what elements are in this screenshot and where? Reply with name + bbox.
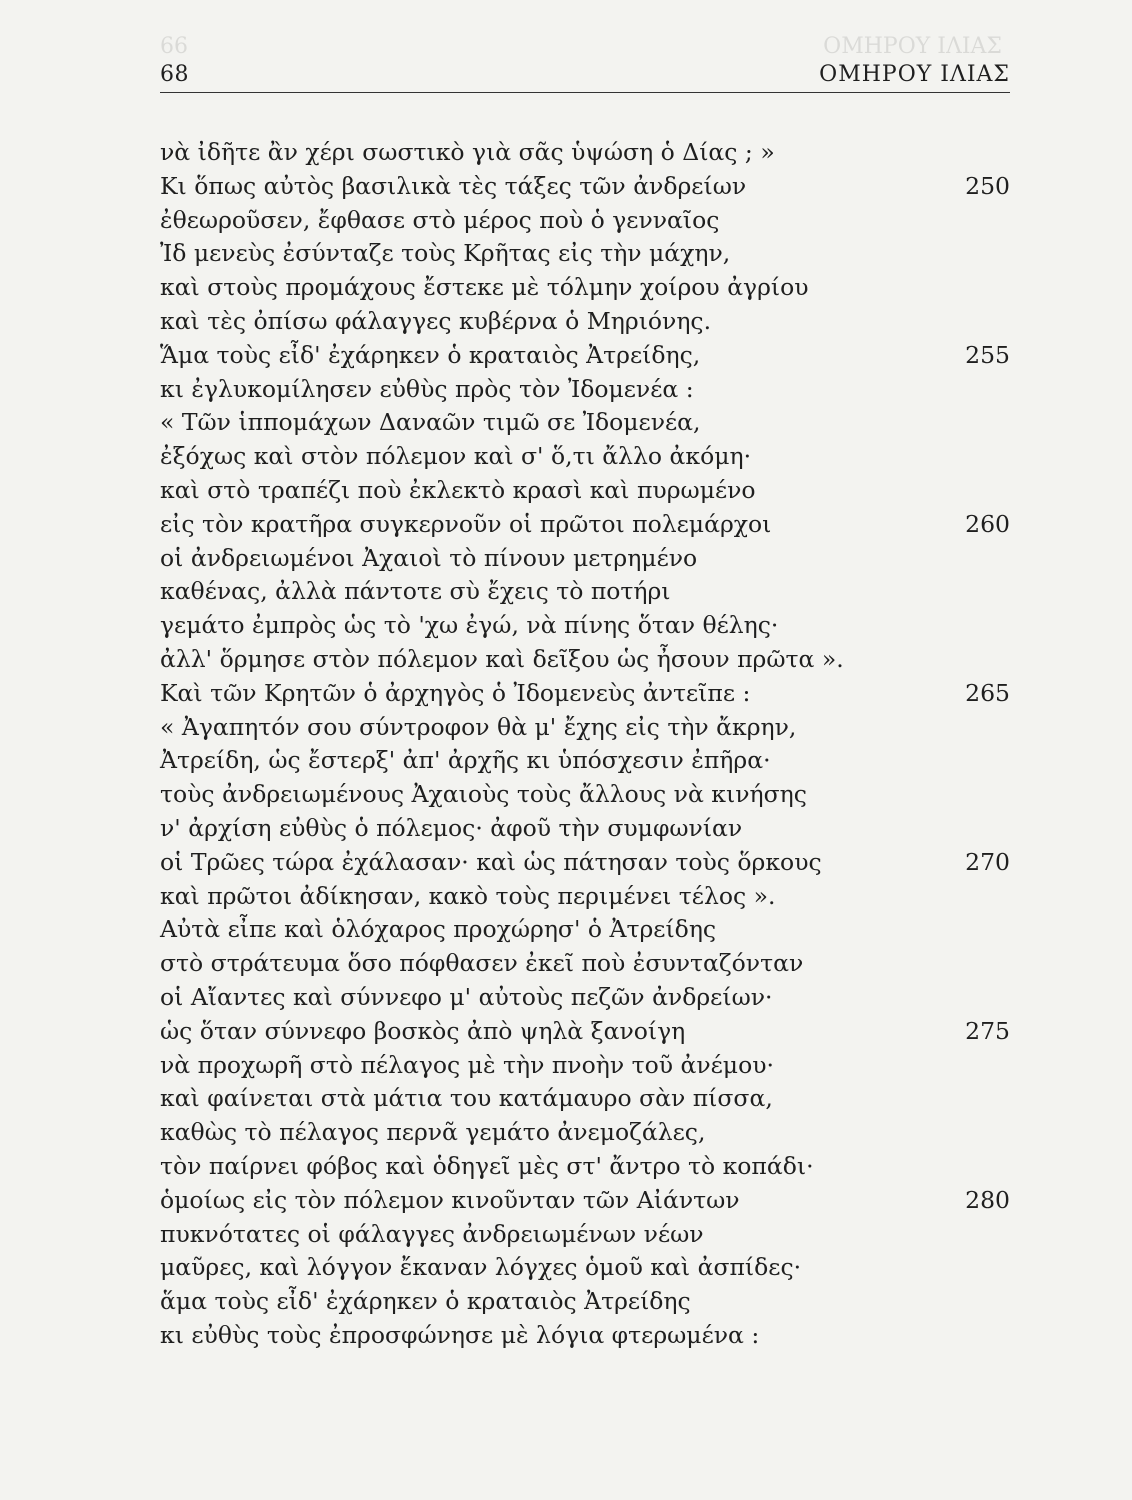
verse-text: νὰ προχωρῆ στὸ πέλαγος μὲ τὴν πνοὴν τοῦ ἀνέμου· bbox=[160, 1050, 774, 1079]
verse-line bbox=[160, 508, 1010, 542]
verse-text: καθὼς τὸ πέλαγος περνᾶ γεμάτο ἀνεμοζάλες, bbox=[160, 1118, 706, 1147]
verse-text: τὸν παίρνει φόβος καὶ ὁδηγεῖ μὲς στ' ἄντρο τὸ κοπάδι· bbox=[160, 1151, 814, 1180]
verse-text: στὸ στράτευμα ὅσο πόφθασεν ἐκεῖ ποὺ ἐσυνταζόνταν bbox=[160, 949, 804, 978]
verse-line bbox=[160, 373, 1010, 407]
verse-text: οἱ Αἴαντες καὶ σύννεφο μ' αὐτοὺς πεζῶν ἀνδρείων· bbox=[160, 982, 773, 1011]
verse-text: καὶ πρῶτοι ἀδίκησαν, κακὸ τοὺς περιμένει τέλος ». bbox=[160, 881, 776, 910]
verse-line bbox=[160, 1082, 1010, 1116]
verse-text: καθένας, ἀλλὰ πάντοτε σὺ ἔχεις τὸ ποτήρι bbox=[160, 577, 671, 606]
verse-text: ἐξόχως καὶ στὸν πόλεμον καὶ σ' ὅ,τι ἄλλο ἀκόμη· bbox=[160, 442, 752, 471]
verse-line bbox=[160, 1116, 1010, 1150]
verse-line bbox=[160, 575, 1010, 609]
verse-text: πυκνότατες οἱ φάλαγγες ἀνδρειωμένων νέων bbox=[160, 1219, 704, 1248]
verse-text: ν' ἀρχίση εὐθὺς ὁ πόλεμος· ἀφοῦ τὴν συμφωνίαν bbox=[160, 813, 743, 842]
verse-line bbox=[160, 947, 1010, 981]
verse-text: καὶ τὲς ὀπίσω φάλαγγες κυβέρνα ὁ Μηριόνης. bbox=[160, 306, 712, 335]
verse-text: Ἅμα τοὺς εἶδ' ἐχάρηκεν ὁ κραταιὸς Ἀτρείδης, bbox=[160, 340, 701, 369]
verse-text: γεμάτο ἐμπρὸς ὡς τὸ 'χω ἐγώ, νὰ πίνης ὅταν θέλης· bbox=[160, 611, 779, 640]
verse-line bbox=[160, 474, 1010, 508]
verse-text: νὰ ἰδῆτε ἂν χέρι σωστικὸ γιὰ σᾶς ὑψώση ὁ Δίας ; » bbox=[160, 138, 775, 166]
verse-text: Αὐτὰ εἶπε καὶ ὁλόχαρος προχώρησ' ὁ Ἀτρείδης bbox=[160, 915, 717, 944]
verse-line bbox=[160, 440, 1010, 474]
verse-line bbox=[160, 677, 1010, 711]
verse-text: τοὺς ἀνδρειωμένους Ἀχαιοὺς τοὺς ἄλλους νὰ κινήσης bbox=[160, 780, 807, 809]
verse-text: « Τῶν ἱππομάχων Δαναῶν τιμῶ σε Ἰδομενέα, bbox=[160, 408, 701, 437]
verse-line bbox=[160, 846, 1010, 880]
verse-line bbox=[160, 981, 1010, 1015]
verse-block bbox=[160, 136, 1010, 1353]
verse-text: ὁμοίως εἰς τὸν πόλεμον κινοῦνταν τῶν Αἰάντων bbox=[160, 1185, 740, 1214]
verse-text: Ἰδ μενεὺς ἐσύνταζε τοὺς Κρῆτας εἰς τὴν μάχην, bbox=[160, 239, 731, 268]
bleed-through-header: 66 ΟΜΗΡΟΥ ΙΛΙΑΣ bbox=[160, 34, 1002, 59]
verse-line bbox=[160, 643, 1010, 677]
verse-text: καὶ φαίνεται στὰ μάτια του κατάμαυρο σὰν πίσσα, bbox=[160, 1084, 773, 1113]
verse-line bbox=[160, 1319, 1010, 1353]
verse-number: 255 bbox=[965, 340, 1010, 369]
verse-line bbox=[160, 305, 1010, 339]
verse-text: κι εὐθὺς τοὺς ἐπροσφώνησε μὲ λόγια φτερωμένα : bbox=[160, 1320, 760, 1349]
page-number: 68 bbox=[160, 62, 189, 87]
verse-text: μαῦρες, καὶ λόγγον ἔκαναν λόγχες ὁμοῦ καὶ ἀσπίδες· bbox=[160, 1253, 802, 1282]
running-head: ΟΜΗΡΟΥ ΙΛΙΑΣ bbox=[819, 62, 1010, 87]
verse-line bbox=[160, 1251, 1010, 1285]
verse-text: οἱ Τρῶες τώρα ἐχάλασαν· καὶ ὡς πάτησαν τοὺς ὅρκους bbox=[160, 847, 822, 876]
verse-text: Ἀτρείδη, ὡς ἔστερξ' ἀπ' ἀρχῆς κι ὑπόσχεσιν ἐπῆρα· bbox=[160, 746, 771, 775]
verse-line bbox=[160, 711, 1010, 745]
verse-number: 275 bbox=[965, 1016, 1010, 1045]
verse-text: καὶ στοὺς προμάχους ἔστεκε μὲ τόλμην χοίρου ἀγρίου bbox=[160, 273, 809, 302]
verse-text: Κι ὅπως αὐτὸς βασιλικὰ τὲς τάξες τῶν ἀνδρείων bbox=[160, 171, 747, 200]
verse-line bbox=[160, 609, 1010, 643]
verse-text: ἐθεωροῦσεν, ἔφθασε στὸ μέρος ποὺ ὁ γενναῖος bbox=[160, 205, 720, 234]
verse-line bbox=[160, 406, 1010, 440]
verse-line bbox=[160, 1150, 1010, 1184]
verse-line bbox=[160, 136, 1010, 170]
verse-text: ἀλλ' ὅρμησε στὸν πόλεμον καὶ δεῖξου ὡς ἦσουν πρῶτα ». bbox=[160, 644, 844, 673]
verse-line bbox=[160, 778, 1010, 812]
verse-line bbox=[160, 1049, 1010, 1083]
verse-line bbox=[160, 913, 1010, 947]
verse-line bbox=[160, 1184, 1010, 1218]
verse-line bbox=[160, 339, 1010, 373]
verse-number: 270 bbox=[965, 847, 1010, 876]
verse-text: εἰς τὸν κρατῆρα συγκερνοῦν οἱ πρῶτοι πολεμάρχοι bbox=[160, 509, 772, 538]
verse-line bbox=[160, 271, 1010, 305]
verse-number: 265 bbox=[965, 678, 1010, 707]
verse-line bbox=[160, 542, 1010, 576]
verse-line bbox=[160, 1015, 1010, 1049]
verse-text: ἅμα τοὺς εἶδ' ἐχάρηκεν ὁ κραταιὸς Ἀτρείδης bbox=[160, 1287, 691, 1316]
verse-text: καὶ στὸ τραπέζι ποὺ ἐκλεκτὸ κρασὶ καὶ πυρωμένο bbox=[160, 475, 756, 504]
verse-text: Καὶ τῶν Κρητῶν ὁ ἀρχηγὸς ὁ Ἰδομενεὺς ἀντεῖπε : bbox=[160, 678, 751, 707]
verse-text: οἱ ἀνδρειωμένοι Ἀχαιοὶ τὸ πίνουν μετρημένο bbox=[160, 543, 698, 572]
verse-number: 260 bbox=[965, 509, 1010, 538]
verse-line bbox=[160, 880, 1010, 914]
verse-line bbox=[160, 1285, 1010, 1319]
verse-number: 250 bbox=[965, 171, 1010, 200]
verse-line bbox=[160, 744, 1010, 778]
verse-line bbox=[160, 204, 1010, 238]
verse-number: 280 bbox=[965, 1185, 1010, 1214]
page-header bbox=[160, 62, 1010, 93]
verse-text: « Ἀγαπητόν σου σύντροφον θὰ μ' ἔχης εἰς τὴν ἄκρην, bbox=[160, 712, 797, 741]
verse-line bbox=[160, 812, 1010, 846]
verse-line bbox=[160, 237, 1010, 271]
verse-line bbox=[160, 1218, 1010, 1252]
verse-text: ὡς ὅταν σύννεφο βοσκὸς ἀπὸ ψηλὰ ξανοίγη bbox=[160, 1016, 686, 1045]
verse-text: κι ἐγλυκομίλησεν εὐθὺς πρὸς τὸν Ἰδομενέα : bbox=[160, 374, 694, 403]
verse-line bbox=[160, 170, 1010, 204]
